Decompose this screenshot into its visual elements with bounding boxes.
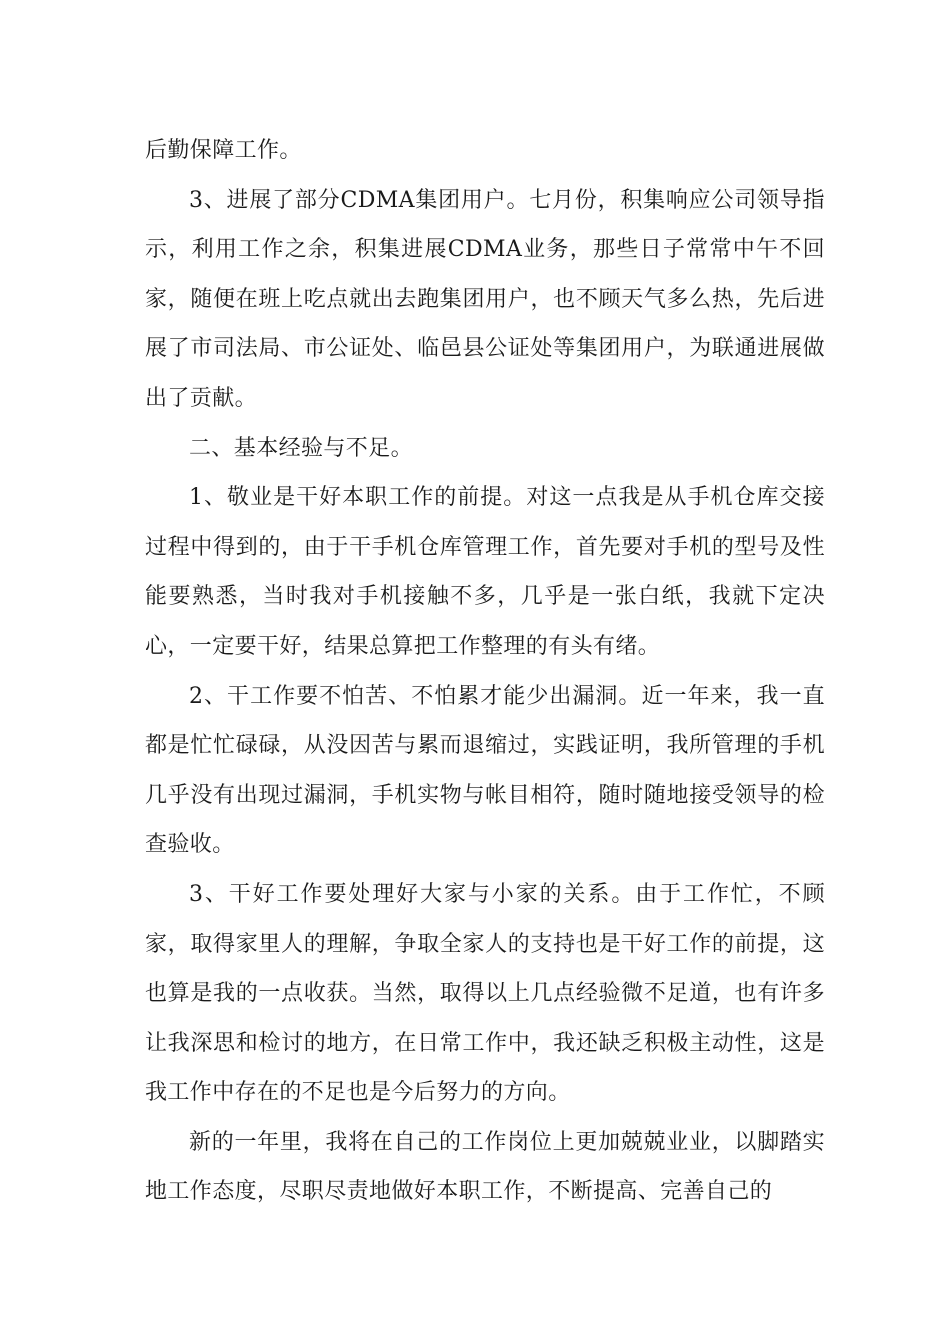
paragraph-hard-work: 2、干工作要不怕苦、不怕累才能少出漏洞。近一年来，我一直都是忙忙碌碌，从没因苦与累而退缩过，实践证明，我所管理的手机几乎没有出现过漏洞，手机实物与帐目相符，随时随地接受领导的检查验收。 xyxy=(145,683,825,858)
paragraph-new-year: 新的一年里，我将在自己的工作岗位上更加兢兢业业，以脚踏实地工作态度，尽职尽责地做好本职工作，不断提高、完善自己的 xyxy=(145,1129,825,1205)
section-heading-experience: 二、基本经验与不足。 xyxy=(189,435,414,461)
paragraph-continuation: 后勤保障工作。 xyxy=(145,138,302,163)
paragraph-family-balance: 3、干好工作要处理好大家与小家的关系。由于工作忙，不顾家，取得家里人的理解，争取全家人的支持也是干好工作的前提，这也算是我的一点收获。当然，取得以上几点经验微不足道，也有许多让我深思和检讨的地方，在日常工作中，我还缺乏积极主动性，这是我工作中存在的不足也是今后努力的方向。 xyxy=(145,881,825,1106)
document-body xyxy=(145,126,825,1217)
paragraph-cdma-users: 3、进展了部分CDMA集团用户。七月份，积集响应公司领导指示，利用工作之余，积集进展CDMA业务，那些日子常常中午不回家，随便在班上吃点就出去跑集团用户，也不顾天气多么热，先后进展了市司法局、市公证处、临邑县公证处等集团用户，为联通进展做出了贡献。 xyxy=(145,187,825,411)
paragraph-dedication: 1、敬业是干好本职工作的前提。对这一点我是从手机仓库交接过程中得到的，由于干手机仓库管理工作，首先要对手机的型号及性能要熟悉，当时我对手机接触不多，几乎是一张白纸，我就下定决心，一定要干好，结果总算把工作整理的有头有绪。 xyxy=(145,485,825,659)
